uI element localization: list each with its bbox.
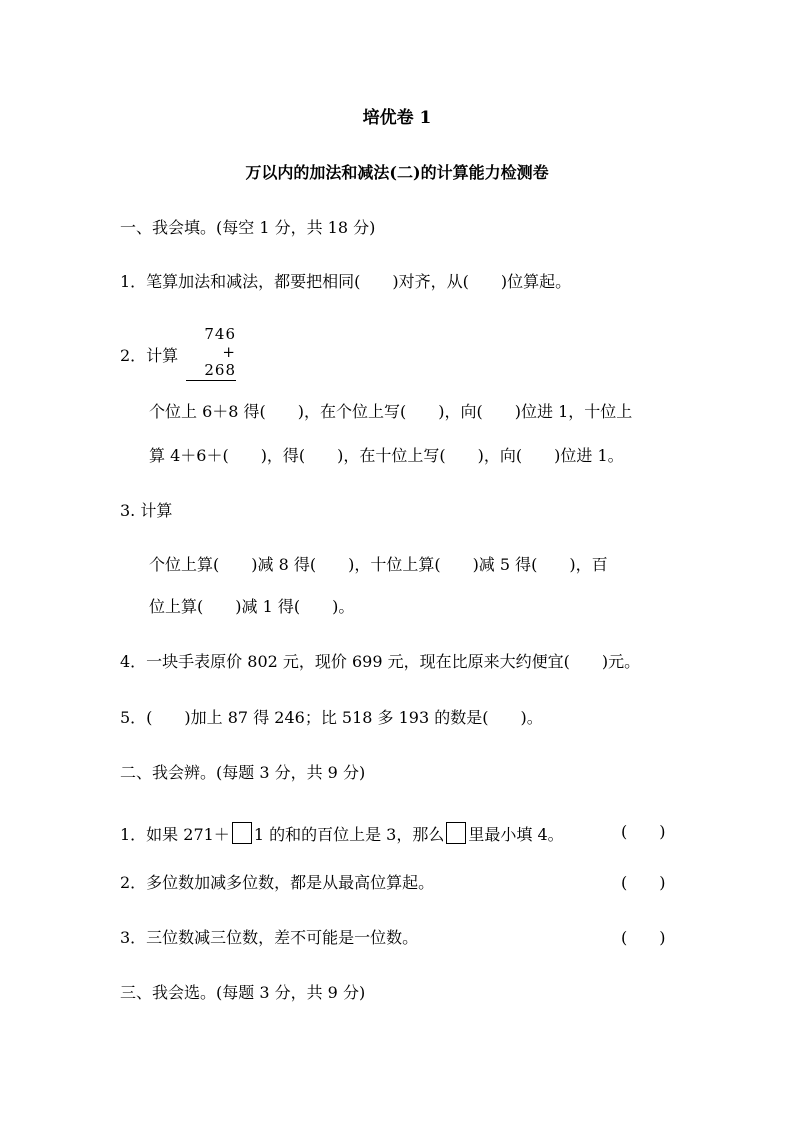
section1-question-3-label: 3. 计算: [120, 501, 173, 520]
section2-question-1-part-c: 里最小填 4。: [468, 825, 564, 844]
section2-heading: 二、我会辨。(每题 3 分，共 9 分): [120, 763, 366, 782]
page-subtitle: 万以内的加法和减法(二)的计算能力检测卷: [245, 163, 549, 182]
section2-question-3: 3．三位数减三位数，差不可能是一位数。: [120, 928, 419, 947]
vertical-addend-top: 746: [204, 325, 236, 343]
section1-question-2-line2: 算 4＋6＋( )，得( )，在十位上写( )，向( )位进 1。: [149, 446, 624, 465]
judge-answer-paren-1: ( ): [621, 822, 666, 841]
section2-question-1-part-a: 1．如果 271＋: [120, 825, 230, 844]
judge-answer-paren-2: ( ): [621, 873, 666, 892]
section1-question-3-line1: 个位上算( )减 8 得( )，十位上算( )减 5 得( )，百: [149, 555, 608, 574]
judge-answer-paren-3: ( ): [621, 928, 666, 947]
section1-question-4: 4．一块手表原价 802 元，现价 699 元，现在比原来大约便宜( )元。: [120, 652, 641, 671]
section1-question-2-prefix: 2．计算: [120, 346, 179, 365]
section1-question-5: 5．( )加上 87 得 246；比 518 多 193 的数是( )。: [120, 708, 543, 727]
section1-heading: 一、我会填。(每空 1 分，共 18 分): [120, 218, 376, 237]
page-title: 培优卷 1: [362, 108, 432, 128]
section2-question-1: [120, 822, 564, 845]
section3-heading: 三、我会选。(每题 3 分，共 9 分): [120, 983, 366, 1002]
section2-question-2: 2．多位数加减多位数，都是从最高位算起。: [120, 873, 435, 892]
section1-question-3-line2: 位上算( )减 1 得( )。: [149, 597, 355, 616]
blank-box: [446, 822, 466, 844]
section1-question-1: 1．笔算加法和减法，都要把相同( )对齐，从( )位算起。: [120, 272, 572, 291]
vertical-addend-bottom: + 268: [186, 343, 236, 381]
section2-question-1-part-b: 1 的和的百位上是 3，那么: [253, 825, 445, 844]
blank-box: [232, 822, 252, 844]
section1-question-2-line1: 个位上 6＋8 得( )，在个位上写( )，向( )位进 1，十位上: [149, 402, 633, 421]
vertical-addition: [186, 325, 236, 381]
